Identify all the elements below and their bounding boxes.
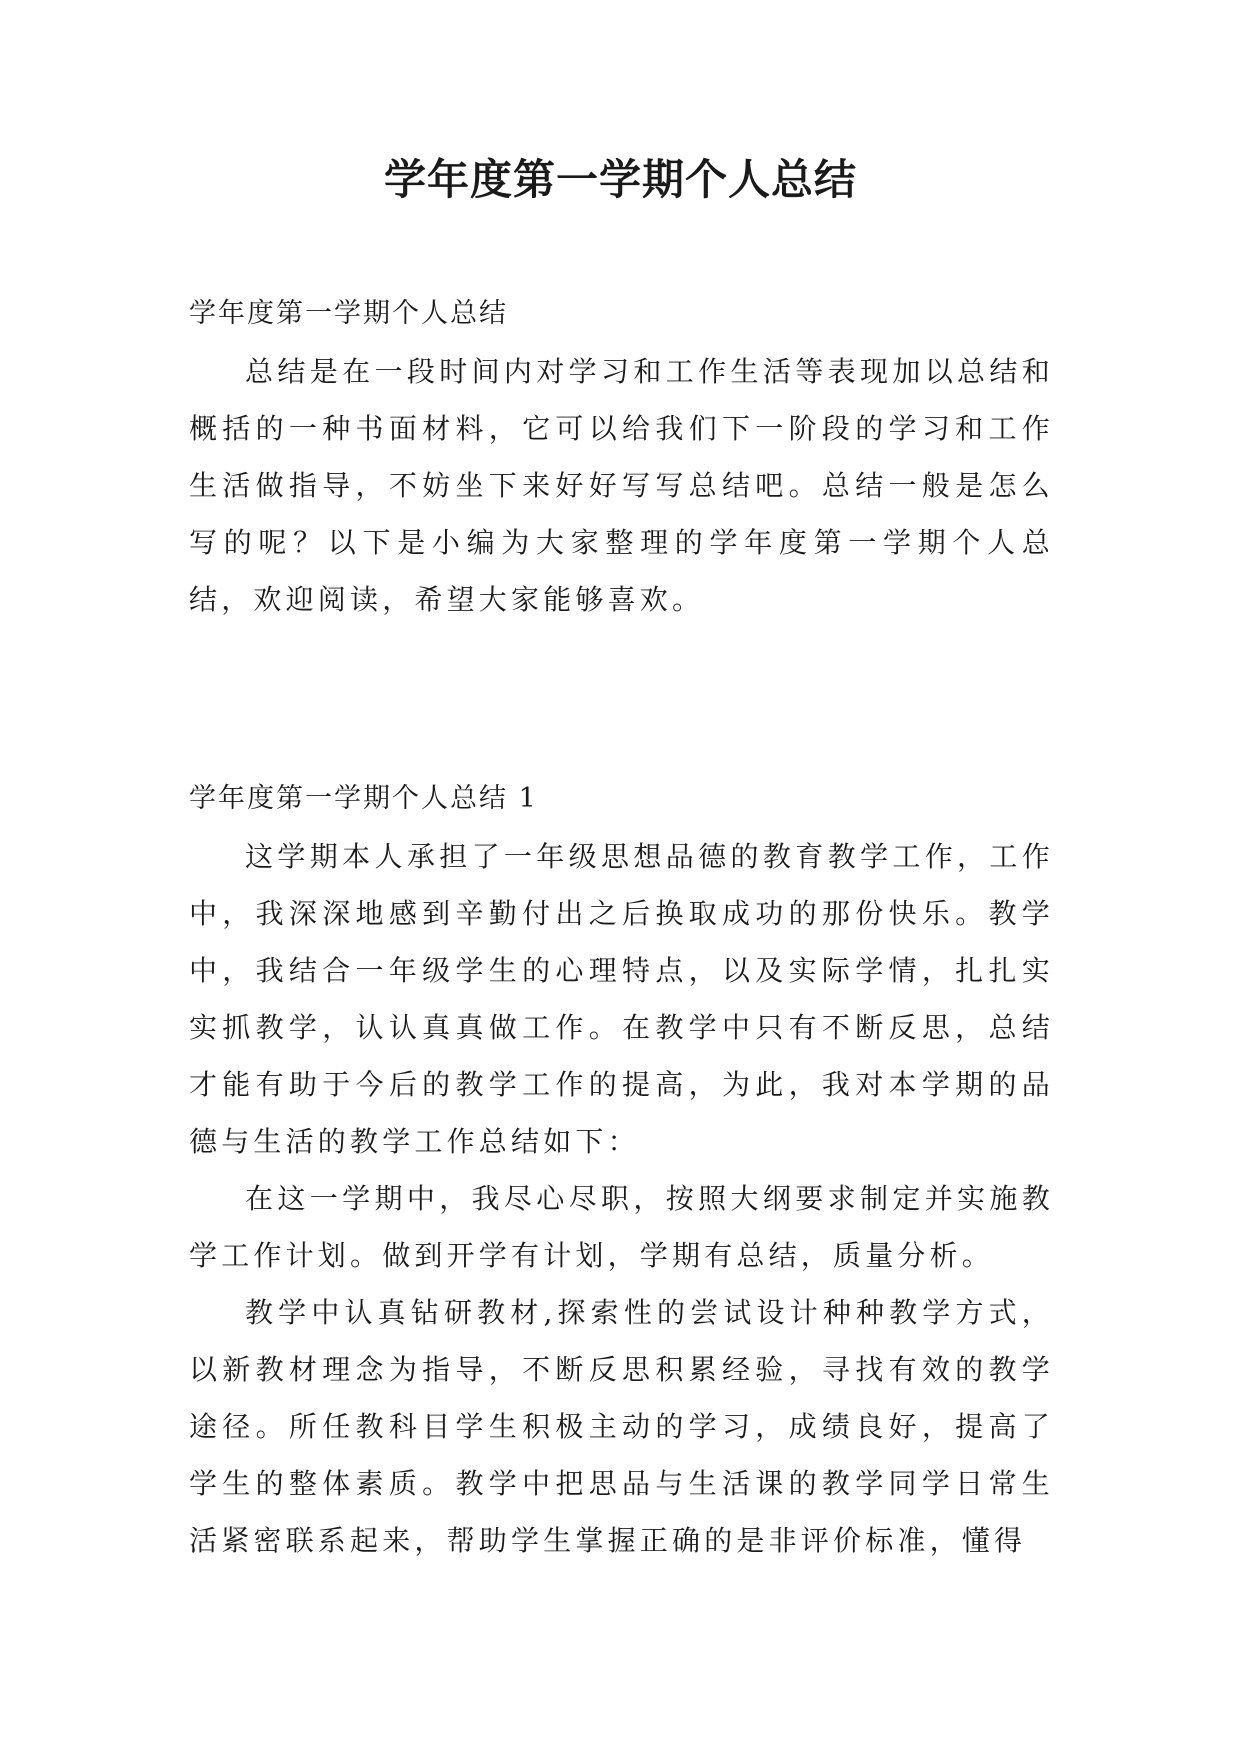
document-body: [189, 285, 1054, 1569]
intro-heading: 学年度第一学期个人总结: [189, 298, 508, 329]
body-paragraph: 这学期本人承担了一年级思想品德的教育教学工作，工作中，我深深地感到辛勤付出之后换取成功的那份快乐。教学中，我结合一年级学生的心理特点，以及实际学情，扎扎实实抓教学，认认真真做工作。在教学中只有不断反思，总结才能有助于今后的教学工作的提高，为此，我对本学期的品德与生活的教学工作总结如下：: [189, 840, 1054, 1158]
document-title: 学年度第一学期个人总结: [383, 155, 857, 204]
section-heading: 学年度第一学期个人总结 1: [189, 783, 538, 814]
section-gap: [189, 628, 1054, 770]
intro-paragraph: 总结是在一段时间内对学习和工作生活等表现加以总结和概括的一种书面材料，它可以给我们下一阶段的学习和工作生活做指导，不妨坐下来好好写写总结吧。总结一般是怎么写的呢？以下是小编为大家整理的学年度第一学期个人总结，欢迎阅读，希望大家能够喜欢。: [189, 355, 1054, 616]
body-paragraph: 在这一学期中，我尽心尽职，按照大纲要求制定并实施教学工作计划。做到开学有计划，学期有总结，质量分析。: [189, 1182, 1054, 1272]
body-paragraph: 教学中认真钻研教材,探索性的尝试设计种种教学方式，以新教材理念为指导，不断反思积累经验，寻找有效的教学途径。所任教科目学生积极主动的学习，成绩良好，提高了学生的整体素质。教学中把思品与生活课的教学同学日常生活紧密联系起来，帮助学生掌握正确的是非评价标准，懂得: [189, 1296, 1054, 1557]
